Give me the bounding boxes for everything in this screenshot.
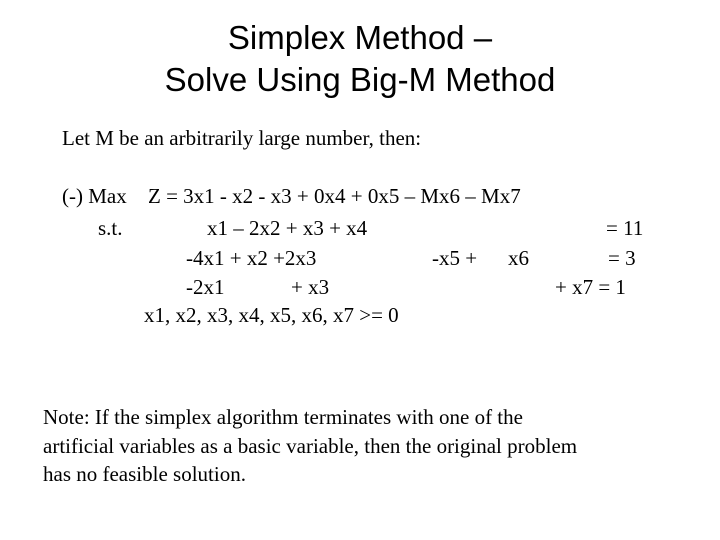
constraint-3-lhs: -2x1 [186, 275, 225, 299]
constraint-3-mid: + x3 [291, 275, 330, 299]
constraint-3-rhs: + x7 = 1 [555, 275, 626, 299]
slide-title-line-1: Simplex Method – [227, 19, 493, 56]
constraint-2-var: x6 [508, 246, 529, 270]
constraint-2-mid: -x5 + [432, 246, 478, 270]
slide-title-line-2: Solve Using Big-M Method [164, 61, 556, 98]
objective-function: Z = 3x1 - x2 - x3 + 0x4 + 0x5 – Mx6 – Mx7 [148, 184, 521, 208]
note-line-3: has no feasible solution. [43, 462, 246, 486]
constraint-1-rhs: = 11 [606, 216, 644, 240]
constraint-2-rhs: = 3 [608, 246, 636, 270]
note-line-2: artificial variables as a basic variable, then the original problem [43, 434, 578, 458]
subject-to-label: s.t. [98, 216, 123, 240]
constraint-2-lhs: -4x1 + x2 +2x3 [186, 246, 317, 270]
note-line-1: Note: If the simplex algorithm terminates with one of the [43, 405, 523, 429]
nonnegativity-constraint: x1, x2, x3, x4, x5, x6, x7 >= 0 [144, 303, 399, 327]
constraint-1-lhs: x1 – 2x2 + x3 + x4 [207, 216, 368, 240]
intro-text: Let M be an arbitrarily large number, then: [62, 126, 422, 150]
objective-prefix: (-) Max [62, 184, 127, 208]
